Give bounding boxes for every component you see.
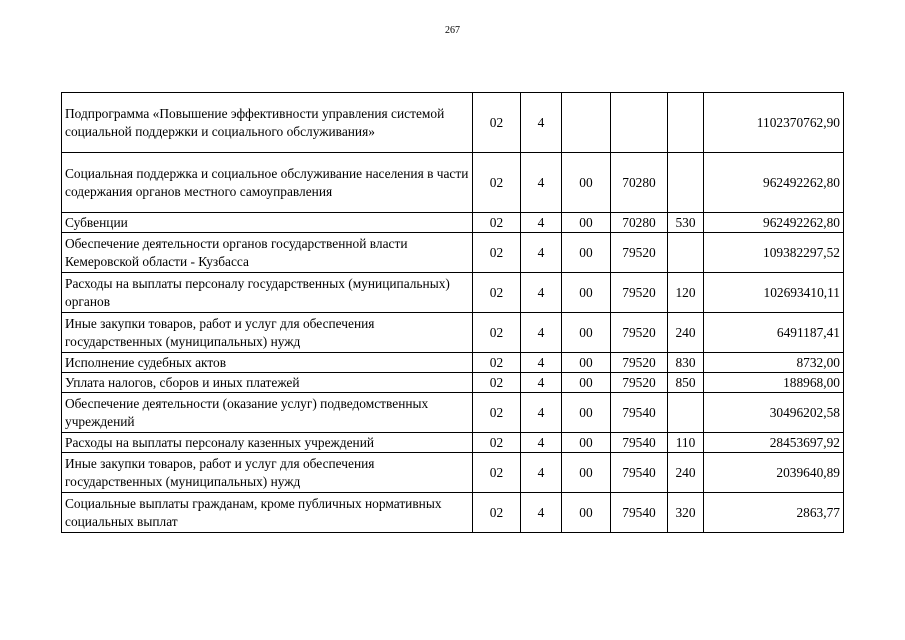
section-code-cell: 02 [473, 393, 521, 433]
amount-cell: 962492262,80 [704, 153, 844, 213]
expense-type-cell [668, 153, 704, 213]
table-row [62, 273, 844, 313]
program-code-cell: 00 [562, 233, 611, 273]
row-name-cell: Обеспечение деятельности (оказание услуг) подведомственных учреждений [62, 393, 473, 433]
direction-code-cell [611, 93, 668, 153]
page-number: 267 [445, 25, 460, 36]
section-code-cell: 02 [473, 233, 521, 273]
subsection-code-cell: 4 [521, 453, 562, 493]
expense-type-cell: 110 [668, 433, 704, 453]
row-name-cell: Социальные выплаты гражданам, кроме публичных нормативных социальных выплат [62, 493, 473, 533]
direction-code-cell: 70280 [611, 213, 668, 233]
amount-cell: 188968,00 [704, 373, 844, 393]
direction-code-cell: 79540 [611, 453, 668, 493]
section-code-cell: 02 [473, 433, 521, 453]
budget-table-body [62, 93, 844, 533]
program-code-cell: 00 [562, 313, 611, 353]
direction-code-cell: 79520 [611, 353, 668, 373]
row-name-cell: Расходы на выплаты персоналу казенных учреждений [62, 433, 473, 453]
program-code-cell [562, 93, 611, 153]
section-code-cell: 02 [473, 273, 521, 313]
direction-code-cell: 79520 [611, 233, 668, 273]
row-name-cell: Субвенции [62, 213, 473, 233]
row-name-cell: Исполнение судебных актов [62, 353, 473, 373]
table-row [62, 233, 844, 273]
table-row [62, 393, 844, 433]
row-name-cell: Расходы на выплаты персоналу государственных (муниципальных) органов [62, 273, 473, 313]
amount-cell: 1102370762,90 [704, 93, 844, 153]
subsection-code-cell: 4 [521, 493, 562, 533]
table-row [62, 153, 844, 213]
amount-cell: 28453697,92 [704, 433, 844, 453]
subsection-code-cell: 4 [521, 233, 562, 273]
subsection-code-cell: 4 [521, 353, 562, 373]
expense-type-cell: 240 [668, 453, 704, 493]
program-code-cell: 00 [562, 433, 611, 453]
program-code-cell: 00 [562, 393, 611, 433]
subsection-code-cell: 4 [521, 393, 562, 433]
table-row [62, 213, 844, 233]
program-code-cell: 00 [562, 493, 611, 533]
section-code-cell: 02 [473, 213, 521, 233]
program-code-cell: 00 [562, 373, 611, 393]
table-row [62, 313, 844, 353]
program-code-cell: 00 [562, 153, 611, 213]
table-row [62, 453, 844, 493]
program-code-cell: 00 [562, 273, 611, 313]
table-row [62, 353, 844, 373]
amount-cell: 109382297,52 [704, 233, 844, 273]
amount-cell: 30496202,58 [704, 393, 844, 433]
expense-type-cell: 120 [668, 273, 704, 313]
direction-code-cell: 79540 [611, 493, 668, 533]
amount-cell: 962492262,80 [704, 213, 844, 233]
section-code-cell: 02 [473, 373, 521, 393]
table-row [62, 433, 844, 453]
direction-code-cell: 79540 [611, 433, 668, 453]
amount-cell: 6491187,41 [704, 313, 844, 353]
expense-type-cell [668, 233, 704, 273]
row-name-cell: Подпрограмма «Повышение эффективности управления системой социальной поддержки и социального обслуживания» [62, 93, 473, 153]
expense-type-cell: 830 [668, 353, 704, 373]
table-row [62, 373, 844, 393]
budget-table [61, 92, 844, 533]
program-code-cell: 00 [562, 213, 611, 233]
subsection-code-cell: 4 [521, 93, 562, 153]
section-code-cell: 02 [473, 93, 521, 153]
section-code-cell: 02 [473, 353, 521, 373]
section-code-cell: 02 [473, 453, 521, 493]
expense-type-cell: 530 [668, 213, 704, 233]
program-code-cell: 00 [562, 453, 611, 493]
subsection-code-cell: 4 [521, 373, 562, 393]
subsection-code-cell: 4 [521, 273, 562, 313]
direction-code-cell: 79540 [611, 393, 668, 433]
subsection-code-cell: 4 [521, 433, 562, 453]
subsection-code-cell: 4 [521, 213, 562, 233]
expense-type-cell: 320 [668, 493, 704, 533]
table-row [62, 93, 844, 153]
section-code-cell: 02 [473, 153, 521, 213]
row-name-cell: Социальная поддержка и социальное обслуживание населения в части содержания органов местного самоуправления [62, 153, 473, 213]
expense-type-cell [668, 93, 704, 153]
direction-code-cell: 70280 [611, 153, 668, 213]
subsection-code-cell: 4 [521, 313, 562, 353]
amount-cell: 2863,77 [704, 493, 844, 533]
row-name-cell: Уплата налогов, сборов и иных платежей [62, 373, 473, 393]
expense-type-cell [668, 393, 704, 433]
amount-cell: 102693410,11 [704, 273, 844, 313]
row-name-cell: Обеспечение деятельности органов государственной власти Кемеровской области - Кузбасса [62, 233, 473, 273]
row-name-cell: Иные закупки товаров, работ и услуг для обеспечения государственных (муниципальных) нужд [62, 453, 473, 493]
table-row [62, 493, 844, 533]
section-code-cell: 02 [473, 313, 521, 353]
program-code-cell: 00 [562, 353, 611, 373]
direction-code-cell: 79520 [611, 313, 668, 353]
direction-code-cell: 79520 [611, 373, 668, 393]
subsection-code-cell: 4 [521, 153, 562, 213]
expense-type-cell: 850 [668, 373, 704, 393]
section-code-cell: 02 [473, 493, 521, 533]
amount-cell: 8732,00 [704, 353, 844, 373]
expense-type-cell: 240 [668, 313, 704, 353]
row-name-cell: Иные закупки товаров, работ и услуг для обеспечения государственных (муниципальных) нужд [62, 313, 473, 353]
amount-cell: 2039640,89 [704, 453, 844, 493]
direction-code-cell: 79520 [611, 273, 668, 313]
